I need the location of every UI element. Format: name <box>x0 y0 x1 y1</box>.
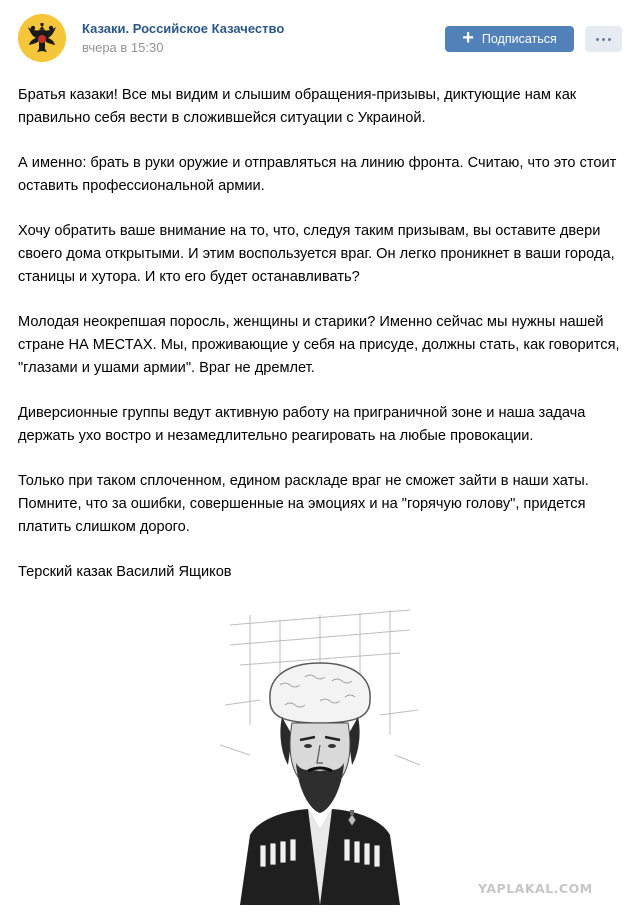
post-paragraph: Хочу обратить ваше внимание на то, что, следуя таким призывам, вы оставите двери своего дома открытыми. И этим воспользуется враг. Он легко проникнет в ваши города, станицы и хутора. И кто его будет останавливать? <box>18 223 615 285</box>
post-paragraph: Диверсионные группы ведут активную работу на приграничной зоне и наша задача держать ухо востро и незамедлительно реагировать на любые провокации. <box>18 405 586 444</box>
more-actions-button[interactable] <box>585 26 622 52</box>
group-avatar[interactable] <box>18 14 66 62</box>
more-dots-icon <box>596 38 599 41</box>
double-headed-eagle-icon <box>18 14 66 62</box>
plus-icon: + <box>462 27 474 49</box>
cossack-portrait-image <box>220 605 420 905</box>
post-paragraph: Братья казаки! Все мы видим и слышим обращения-призывы, диктующие нам как правильно себя вести в сложившейся ситуации с Украиной. <box>18 87 577 126</box>
site-watermark: YAPLAKAL.COM <box>478 881 593 896</box>
subscribe-button[interactable] <box>445 26 574 52</box>
post-body <box>18 84 624 584</box>
post-photo[interactable] <box>220 605 420 905</box>
post-paragraph: Молодая неокрепшая поросль, женщины и старики? Именно сейчас мы нужны нашей стране НА МЕСТАХ. Мы, проживающие у себя на присуде, должны стать, как говорится, "глазами и ушами армии". Враг не дремлет. <box>18 314 620 376</box>
subscribe-label: Подписаться <box>481 32 557 46</box>
post-paragraph: Только при таком сплоченном, едином раскладе враг не сможет зайти в наши хаты. Помните, что за ошибки, совершенные на эмоциях и на "горячую голову", придется платить слишком дорого. <box>18 473 589 535</box>
post-signature: Терский казак Василий Ящиков <box>18 564 232 580</box>
post-timestamp[interactable]: вчера в 15:30 <box>82 40 164 55</box>
group-name-link[interactable]: Казаки. Российское Казачество <box>82 21 285 36</box>
post-header <box>0 0 640 70</box>
post-paragraph: А именно: брать в руки оружие и отправляться на линию фронта. Считаю, что это стоит оставить профессиональной армии. <box>18 155 617 194</box>
